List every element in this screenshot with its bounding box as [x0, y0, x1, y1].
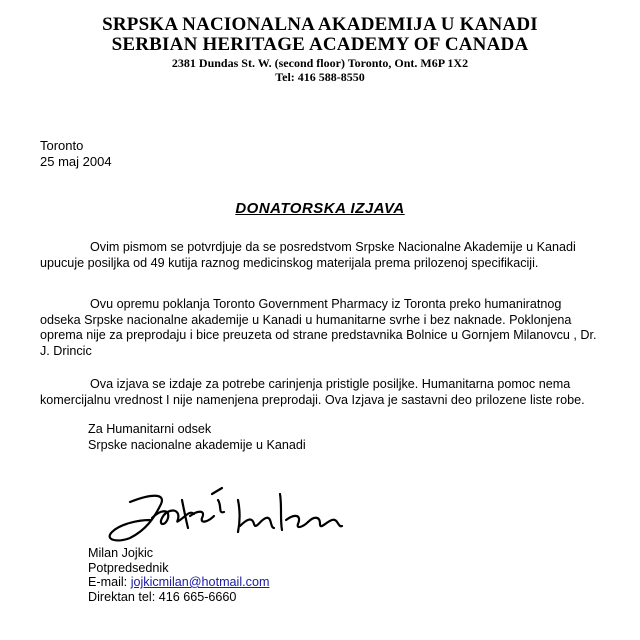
letterhead-name-english: SERBIAN HERITAGE ACADEMY OF CANADA	[111, 34, 529, 55]
closing-line-1: Za Humanitarni odsek	[88, 422, 212, 436]
signer-name: Milan Jojkic	[88, 546, 154, 560]
signer-email-line	[88, 575, 269, 590]
paragraph-1	[40, 240, 600, 271]
paragraph-3	[40, 377, 600, 408]
paragraph-2-text: Ovu opremu poklanja Toronto Government Pharmacy iz Toronta preko humaniratnog odseka Srpske nacionalne akademije u Kanadi u humanitarne svrhe i bez naknade. Poklonjena oprema nije za preprodaju i bice preuzeta od strane predstavnika Bolnice u Gornjem Milanovcu , Dr. J. Drincic	[40, 297, 597, 358]
email-label: E-mail:	[88, 575, 128, 589]
closing-line-2: Srpske nacionalne akademije u Kanadi	[88, 438, 306, 452]
letterhead-name-serbian: SRPSKA NACIONALNA AKADEMIJA U KANADI	[102, 14, 538, 35]
signer-block	[88, 546, 269, 604]
letterhead-phone: Tel: 416 588-8550	[275, 70, 365, 84]
date: 25 maj 2004	[40, 154, 112, 169]
place-date	[40, 138, 112, 170]
place: Toronto	[40, 138, 84, 153]
signer-role: Potpredsednik	[88, 560, 169, 575]
letterhead-address: 2381 Dundas St. W. (second floor) Toronto, Ont. M6P 1X2	[171, 56, 469, 70]
handwritten-signature	[90, 480, 350, 548]
closing-block	[88, 421, 306, 453]
signer-direct-phone: Direktan tel: 416 665-6660	[88, 589, 237, 604]
letterhead	[60, 14, 580, 84]
paragraph-3-text: Ova izjava se izdaje za potrebe carinjenja pristigle posiljke. Humanitarna pomoc nema komercijalnu vrednost I nije namenjena preprodaji. Ova Izjava je sastavni deo prilozene liste robe.	[40, 377, 585, 407]
document-title: DONATORSKA IZJAVA	[235, 200, 405, 217]
paragraph-1-text: Ovim pismom se potvrdjuje da se posredstvom Srpske Nacionalne Akademije u Kanadi upucuje posiljka od 49 kutija raznog medicinskog materijala prema prilozenoj specifikaciji.	[40, 240, 576, 270]
email-link[interactable]: jojkicmilan@hotmail.com	[130, 575, 270, 589]
paragraph-2	[40, 297, 600, 359]
